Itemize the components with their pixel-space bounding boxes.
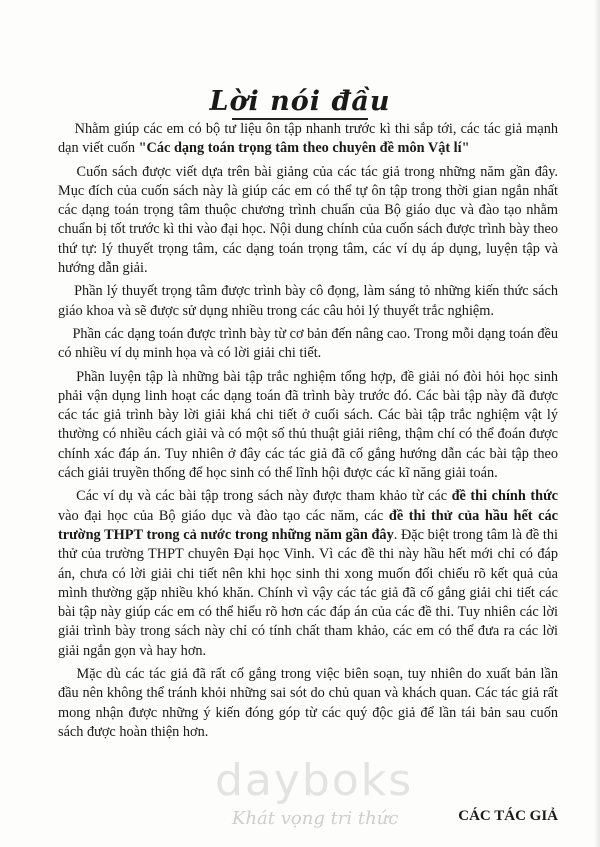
emphasis-text: đề thi thử của hầu hết các trường THPT trong cả nước trong những năm gần đây [58, 507, 558, 543]
author-signature: CÁC TÁC GIẢ [458, 808, 558, 824]
watermark-brand: dayboks [215, 755, 414, 806]
paragraph-text: Nhằm giúp các em có bộ tư liệu ôn tập nhanh trước kì thi sắp tới, các tác giả mạnh dạn viết cuốn [58, 121, 559, 157]
paragraph-text: . Đặc biệt trong tâm là đề thi thử của trường THPT chuyên Đại học Vinh. Vì các đề thi này hầu hết mới chỉ có đáp án, chưa có lời giải chi tiết nên khi học sinh thi xong muốn đối chiếu rõ kết quả của mình thường gặp nhiều khó khăn. Chính vì vậy các tác giả đã cố gắng giải chi tiết các bài tập này giúp các em có thể hiểu rõ hơn các đáp án của các đề thi. Tuy nhiên các lời giải trình bày trong sách này chỉ có tính chất tham khảo, các em có thể đưa ra các lời giải ngắn gọn và hay hơn. [58, 526, 558, 659]
paragraph [58, 163, 558, 279]
paragraph [58, 325, 558, 364]
preface-body [58, 120, 558, 742]
paragraph-text: Phần luyện tập là những bài tập trắc nghiệm tổng hợp, đề giải nó đòi hỏi học sinh phải vận dụng linh hoạt các dạng toán đã trình bày trước đó. Các bài tập này đã được các tác giả trình bày lời giải khá chi tiết ở cuối sách. Các bài tập trắc nghiệm vật lý thường có nhiều cách giải và có một số thủ thuật giải riêng, thậm chí có thể đoán được chính xác đáp án. Tuy nhiên ở đây các tác giả đã cố gắng hướng dẫn các bài tập theo cách giải truyền thống để học sinh có thể lĩnh hội được các kĩ năng giải toán. [58, 368, 559, 482]
emphasis-text: "Các dạng toán trọng tâm theo chuyên đề môn Vật lí" [138, 140, 470, 157]
paragraph-text: Mặc dù các tác giả đã rất cố gắng trong việc biên soạn, tuy nhiên do xuất bản lần đầu nên không thể tránh khỏi những sai sót do chủ quan và khách quan. Các tác giả rất mong nhận được những ý kiến đóng góp từ các quý độc giả để lần tái bản sau cuốn sách được hoàn thiện hơn. [58, 666, 558, 740]
paragraph [58, 665, 558, 742]
paragraph [58, 120, 558, 159]
page-title: Lời nói đầu [209, 86, 391, 117]
paragraph [58, 368, 558, 484]
paragraph-text: vào đại học của Bộ giáo dục và đào tạo các năm, các [58, 507, 389, 524]
paragraph-text: Phần các dạng toán được trình bày từ cơ bản đến nâng cao. Trong mỗi dạng toán đều có nhiều ví dụ minh họa và có lời giải chi tiết. [58, 325, 558, 362]
paragraph [58, 487, 558, 661]
page-edge-shadow [594, 0, 600, 847]
paragraph-text: Phần lý thuyết trọng tâm được trình bày cô đọng, làm sáng tỏ những kiến thức sách giáo khoa và sẽ được sử dụng nhiều trong các câu hỏi lý thuyết trắc nghiệm. [58, 283, 558, 319]
paragraph-text: Các ví dụ và các bài tập trong sách này được tham khảo từ các [76, 488, 452, 505]
paragraph [58, 282, 558, 321]
watermark-slogan: Khát vọng tri thức [232, 808, 399, 829]
paragraph-text: Cuốn sách được viết dựa trên bài giảng của các tác giả trong những năm gần đây. Mục đích của cuốn sách này là giúp các em có thể tự ôn tập trong thời gian ngắn nhất các dạng toán trọng tâm thuộc chương trình chuẩn của Bộ giáo dục và đào tạo nhằm chuẩn bị tốt trước kì thi vào đại học. Nội dung chính của cuốn sách được trình bày theo thứ tự: lý thuyết trọng tâm, các dạng toán trọng tâm, các ví dụ áp dụng, luyện tập và hướng dẫn giải. [58, 163, 559, 277]
emphasis-text: đề thi chính thức [451, 488, 558, 505]
